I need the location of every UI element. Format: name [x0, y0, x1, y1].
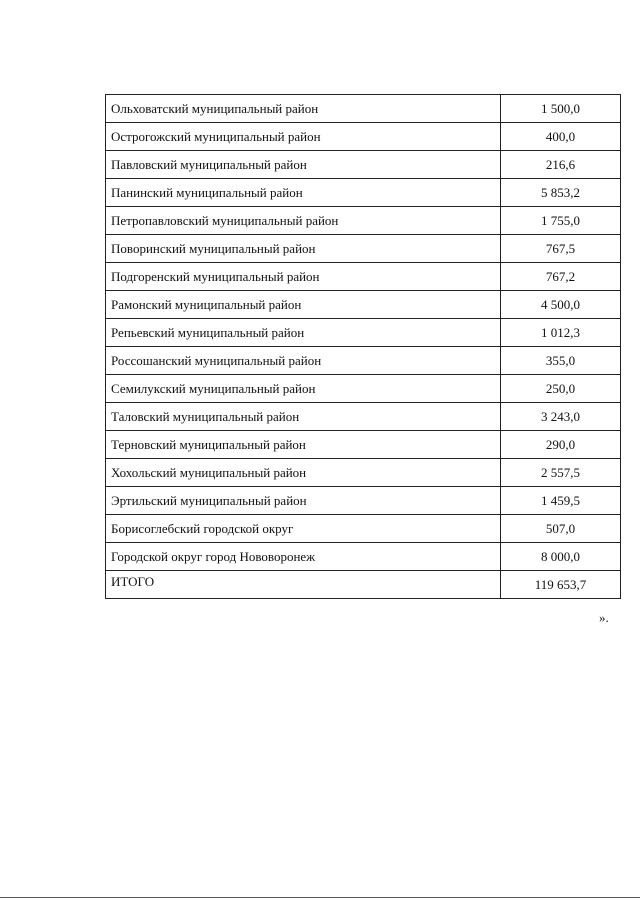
row-value-cell: 2 557,5: [501, 459, 621, 487]
table-row: [106, 375, 621, 403]
table-row: [106, 179, 621, 207]
row-value-cell: 290,0: [501, 431, 621, 459]
table-row: [106, 151, 621, 179]
allocation-table-body: [106, 95, 621, 599]
table-row: [106, 207, 621, 235]
row-value-cell: 767,2: [501, 263, 621, 291]
table-row: [106, 487, 621, 515]
row-name-cell: Павловский муниципальный район: [106, 151, 501, 179]
table-row: [106, 263, 621, 291]
total-row: [106, 571, 621, 599]
row-value-cell: 400,0: [501, 123, 621, 151]
row-value-cell: 4 500,0: [501, 291, 621, 319]
table-row: [106, 291, 621, 319]
row-name-cell: Семилукский муниципальный район: [106, 375, 501, 403]
row-name-cell: Подгоренский муниципальный район: [106, 263, 501, 291]
row-name-cell: Поворинский муниципальный район: [106, 235, 501, 263]
table-row: [106, 319, 621, 347]
row-value-cell: 216,6: [501, 151, 621, 179]
table-row: [106, 543, 621, 571]
table-row: [106, 431, 621, 459]
table-row: [106, 515, 621, 543]
total-label-cell: ИТОГО: [106, 571, 501, 599]
row-value-cell: 1 012,3: [501, 319, 621, 347]
row-name-cell: Острогожский муниципальный район: [106, 123, 501, 151]
row-name-cell: Борисоглебский городской округ: [106, 515, 501, 543]
row-value-cell: 767,5: [501, 235, 621, 263]
table-row: [106, 123, 621, 151]
row-name-cell: Таловский муниципальный район: [106, 403, 501, 431]
table-row: [106, 403, 621, 431]
closing-quote-mark: ».: [599, 610, 609, 625]
row-name-cell: Хохольский муниципальный район: [106, 459, 501, 487]
row-name-cell: Рамонский муниципальный район: [106, 291, 501, 319]
row-value-cell: 3 243,0: [501, 403, 621, 431]
row-name-cell: Россошанский муниципальный район: [106, 347, 501, 375]
row-value-cell: 1 500,0: [501, 95, 621, 123]
table-row: [106, 347, 621, 375]
row-name-cell: Петропавловский муниципальный район: [106, 207, 501, 235]
row-name-cell: Ольховатский муниципальный район: [106, 95, 501, 123]
table-row: [106, 459, 621, 487]
table-row: [106, 235, 621, 263]
row-name-cell: Панинский муниципальный район: [106, 179, 501, 207]
row-name-cell: Городской округ город Нововоронеж: [106, 543, 501, 571]
table-row: [106, 95, 621, 123]
row-name-cell: Репьевский муниципальный район: [106, 319, 501, 347]
total-value-cell: 119 653,7: [501, 571, 621, 599]
row-value-cell: 8 000,0: [501, 543, 621, 571]
row-value-cell: 355,0: [501, 347, 621, 375]
page-bottom-rule: [0, 897, 640, 898]
row-value-cell: 1 459,5: [501, 487, 621, 515]
row-value-cell: 1 755,0: [501, 207, 621, 235]
row-value-cell: 250,0: [501, 375, 621, 403]
row-value-cell: 507,0: [501, 515, 621, 543]
row-name-cell: Эртильский муниципальный район: [106, 487, 501, 515]
row-value-cell: 5 853,2: [501, 179, 621, 207]
allocation-table: [105, 94, 621, 599]
row-name-cell: Терновский муниципальный район: [106, 431, 501, 459]
